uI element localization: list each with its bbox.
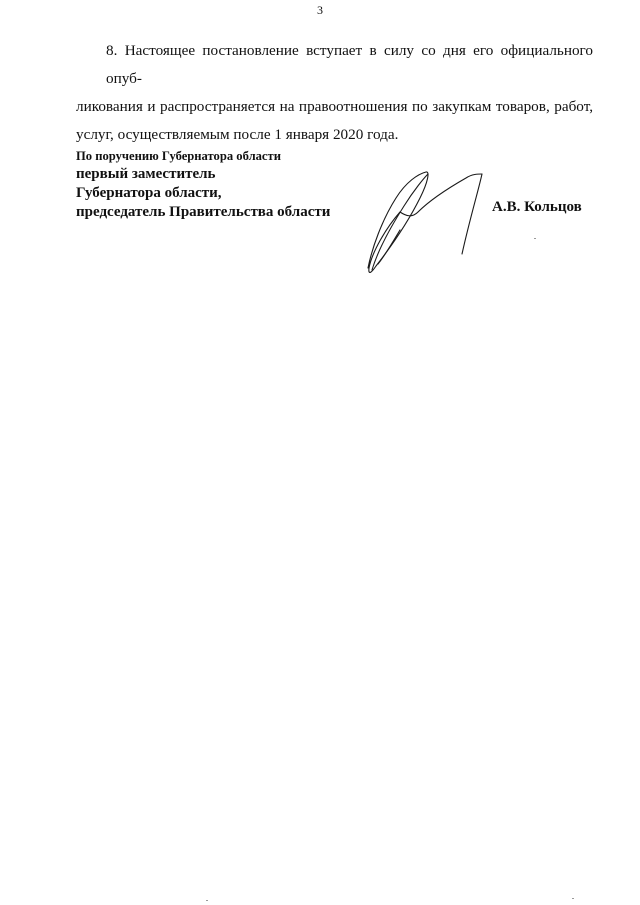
signatory-position-line: первый заместитель bbox=[76, 166, 216, 183]
decree-paragraph-8 bbox=[76, 37, 593, 149]
signatory-authorization-note: По поручению Губернатора области bbox=[76, 149, 281, 163]
paragraph-line: 8. Настоящее постановление вступает в силу со дня его официального опуб- bbox=[106, 42, 593, 87]
signatory-position-line: председатель Правительства области bbox=[76, 204, 331, 221]
paragraph-line: ликования и распространяется на правоотношения по закупкам товаров, работ, bbox=[76, 98, 593, 115]
signatory-position-line: Губернатора области, bbox=[76, 185, 222, 202]
paragraph-line: услуг, осуществляемым после 1 января 2020 года. bbox=[76, 126, 399, 143]
scan-speck bbox=[534, 238, 536, 239]
signatory-position-block bbox=[76, 148, 330, 223]
scan-speck bbox=[206, 900, 208, 901]
signer-name: А.В. Кольцов bbox=[492, 199, 582, 215]
handwritten-signature bbox=[360, 168, 490, 278]
page-number: 3 bbox=[317, 3, 323, 17]
scan-speck bbox=[572, 898, 574, 899]
